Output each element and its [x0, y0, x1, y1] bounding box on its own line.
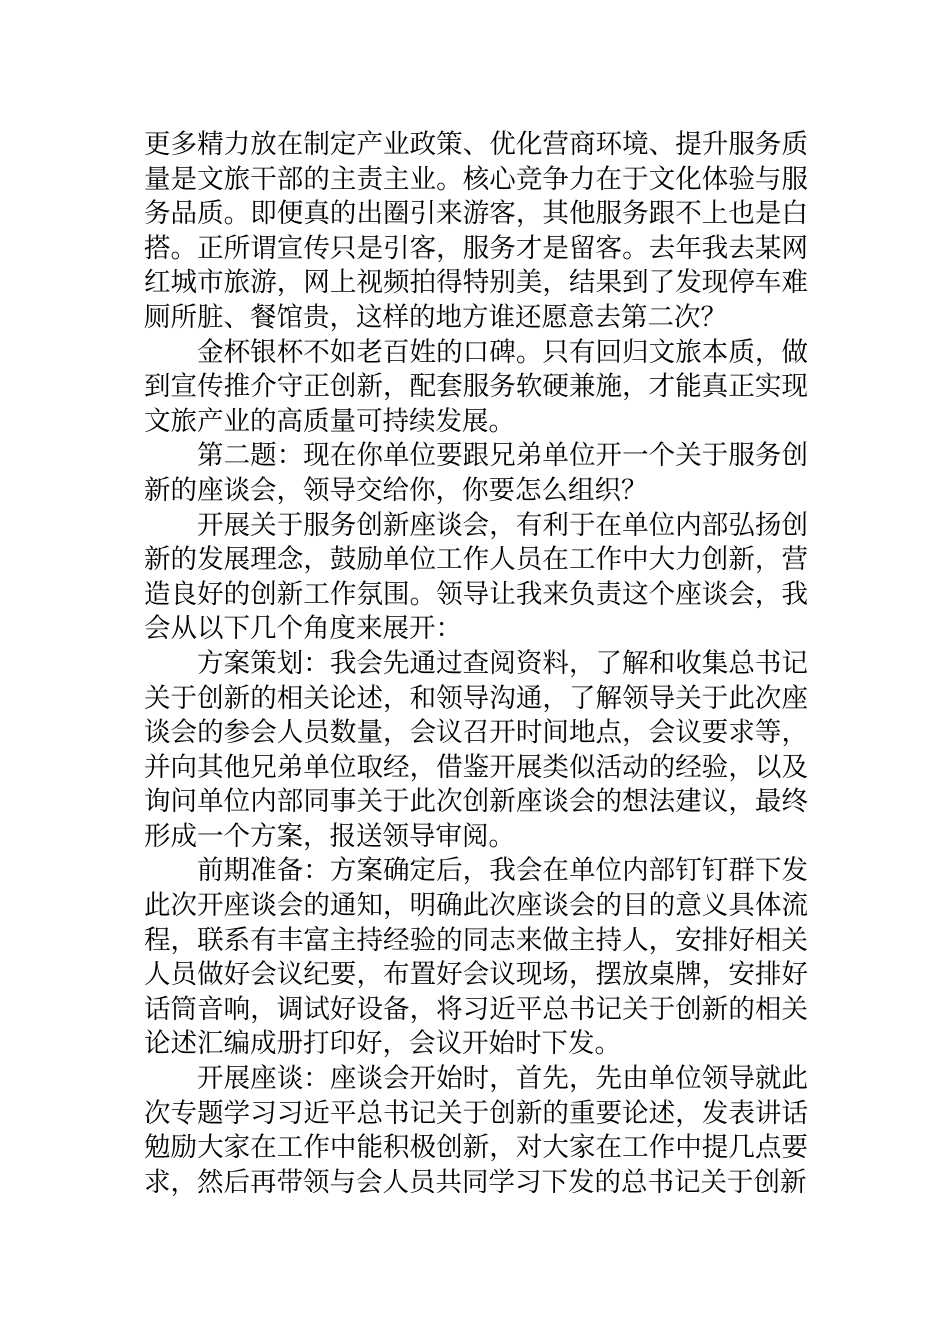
paragraph: 开展座谈：座谈会开始时，首先，先由单位领导就此次专题学习习近平总书记关于创新的重要论述，发表讲话勉励大家在工作中能积极创新，对大家在工作中提几点要求，然后再带领与会人员共同学习下发的总书记关于创新	[144, 1063, 808, 1198]
question-heading: 第二题：现在你单位要跟兄弟单位开一个关于服务创新的座谈会，领导交给你，你要怎么组织？	[144, 440, 808, 506]
paragraph: 前期准备：方案确定后，我会在单位内部钉钉群下发此次开座谈会的通知，明确此次座谈会的目的意义具体流程，联系有丰富主持经验的同志来做主持人，安排好相关人员做好会议纪要，布置好会议现场，摆放桌牌，安排好话筒音响，调试好设备，将习近平总书记关于创新的相关论述汇编成册打印好，会议开始时下发。	[144, 855, 808, 1060]
paragraph: 方案策划：我会先通过查阅资料，了解和收集总书记关于创新的相关论述，和领导沟通，了解领导关于此次座谈会的参会人员数量，会议召开时间地点，会议要求等，并向其他兄弟单位取经，借鉴开展类似活动的经验，以及询问单位内部同事关于此次创新座谈会的想法建议，最终形成一个方案，报送领导审阅。	[144, 647, 808, 852]
paragraph: 更多精力放在制定产业政策、优化营商环境、提升服务质量是文旅干部的主责主业。核心竞争力在于文化体验与服务品质。即便真的出圈引来游客，其他服务跟不上也是白搭。正所谓宣传只是引客，服务才是留客。去年我去某网红城市旅游，网上视频拍得特别美，结果到了发现停车难厕所脏、餐馆贵，这样的地方谁还愿意去第二次？	[144, 129, 808, 333]
paragraph: 开展关于服务创新座谈会，有利于在单位内部弘扬创新的发展理念，鼓励单位工作人员在工作中大力创新，营造良好的创新工作氛围。领导让我来负责这个座谈会，我会从以下几个角度来展开：	[144, 509, 808, 645]
paragraph: 金杯银杯不如老百姓的口碑。只有回归文旅本质，做到宣传推介守正创新，配套服务软硬兼施，才能真正实现文旅产业的高质量可持续发展。	[144, 336, 808, 437]
body-text	[144, 128, 808, 1200]
